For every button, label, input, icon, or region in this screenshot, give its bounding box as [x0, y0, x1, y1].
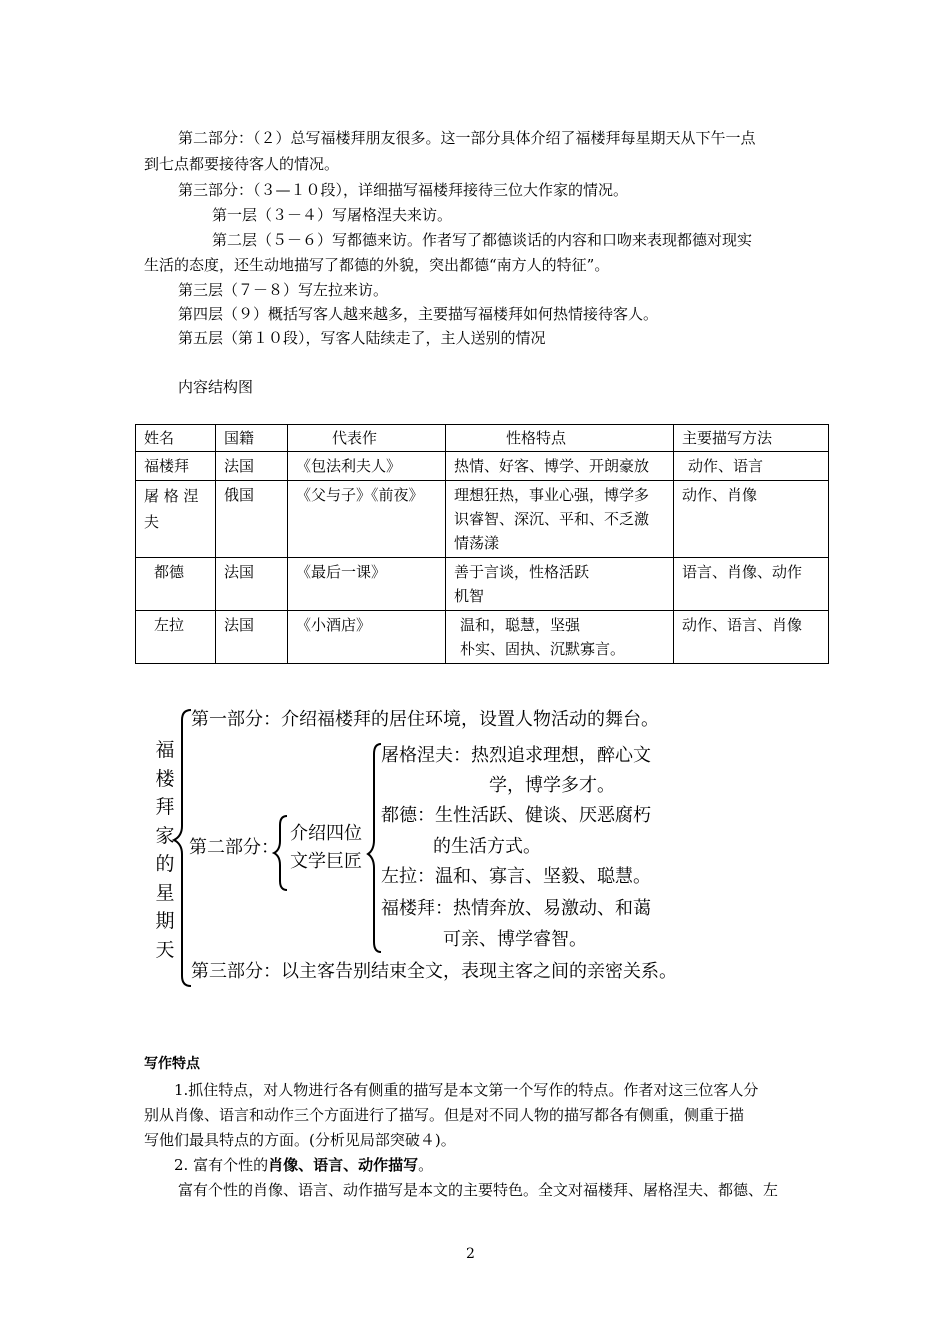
- cell-method: 动作、语言、肖像: [674, 611, 829, 664]
- writing-p2: [174, 1155, 433, 1175]
- diagram-item-turgenev-line1: 屠格涅夫：热烈追求理想，醉心文: [381, 745, 651, 766]
- cell-country: 法国: [216, 452, 288, 481]
- structure-diagram: [145, 698, 705, 998]
- cell-traits: 热情、好客、博学、开朗豪放: [446, 452, 674, 481]
- table-header-row: [136, 425, 829, 452]
- character-table: [135, 424, 829, 664]
- title-char: 家: [155, 824, 175, 847]
- diagram-part2-sub-line2: 文学巨匠: [290, 851, 362, 872]
- inner-brace: [368, 744, 381, 952]
- outline-layer2-line1: 第二层（５－６）写都德来访。作者写了都德谈话的内容和口吻来表现都德对现实: [212, 231, 753, 249]
- header-name: 姓名: [136, 425, 216, 452]
- cell-name: 都德: [136, 558, 216, 611]
- trait-line: 理想狂热，事业心强，博学多: [454, 486, 650, 504]
- writing-p1-line3: 写他们最具特点的方面。(分析见局部突破４)。: [144, 1131, 456, 1149]
- cell-country: 俄国: [216, 481, 288, 558]
- title-char: 福: [155, 739, 175, 761]
- writing-p3: 富有个性的肖像、语言、动作描写是本文的主要特色。全文对福楼拜、屠格涅夫、都德、左: [178, 1181, 779, 1199]
- outline-layer2-line2: 生活的态度，还生动地描写了都德的外貌，突出都德“南方人的特征”。: [144, 256, 610, 274]
- cell-work: 《父与子》《前夜》: [288, 481, 446, 558]
- outline-part3: 第三部分：（３—１０段），详细描写福楼拜接待三位大作家的情况。: [178, 181, 629, 199]
- title-char: 楼: [155, 767, 175, 790]
- writing-p2-suffix: 。: [418, 1156, 434, 1174]
- page-number: 2: [466, 1246, 475, 1262]
- outline-layer5: 第五层（第１０段），写客人陆续走了，主人送别的情况: [178, 329, 546, 347]
- cell-name: 福楼拜: [136, 452, 216, 481]
- cell-traits: [446, 481, 674, 558]
- writing-p1-line2: 别从肖像、语言和动作三个方面进行了描写。但是对不同人物的描写都各有侧重，侧重于描: [144, 1106, 745, 1124]
- diagram-item-flaubert-line1: 福楼拜：热情奔放、易激动、和蔼: [381, 898, 651, 919]
- diagram-part2-label: 第二部分：: [189, 837, 279, 858]
- cell-work: 《小酒店》: [288, 611, 446, 664]
- title-char: 期: [155, 910, 175, 932]
- diagram-item-daudet-line1: 都德：生性活跃、健谈、厌恶腐朽: [381, 805, 651, 826]
- diagram-item-flaubert-line2: 可亲、博学睿智。: [443, 929, 587, 950]
- trait-line: 温和，聪慧，坚强: [460, 616, 581, 634]
- header-country: 国籍: [216, 425, 288, 452]
- title-char: 天: [155, 938, 175, 961]
- cell-traits: [446, 558, 674, 611]
- table-row: [136, 481, 829, 558]
- cell-work: 《包法利夫人》: [288, 452, 446, 481]
- trait-line: 机智: [454, 587, 485, 605]
- diagram-part3: 第三部分：以主客告别结束全文，表现主客之间的亲密关系。: [191, 961, 677, 982]
- cell-method: 动作、肖像: [674, 481, 829, 558]
- diagram-item-zola-line1: 左拉：温和、寡言、坚毅、聪慧。: [381, 866, 651, 887]
- cell-traits: [446, 611, 674, 664]
- outline-layer3: 第三层（７－８）写左拉来访。: [178, 281, 389, 299]
- header-work: 代表作: [288, 425, 446, 452]
- outline-part2-line2: 到七点都要接待客人的情况。: [144, 155, 340, 173]
- title-char: 的: [155, 853, 175, 875]
- structure-heading: 内容结构图: [178, 378, 254, 396]
- cell-method: 语言、肖像、动作: [674, 558, 829, 611]
- cell-country: 法国: [216, 611, 288, 664]
- trait-line: 善于言谈，性格活跃: [454, 563, 590, 581]
- cell-name: 左拉: [136, 611, 216, 664]
- header-method: 主要描写方法: [674, 425, 829, 452]
- trait-line: 朴实、固执、沉默寡言。: [460, 640, 626, 658]
- outline-layer1: 第一层（３－４）写屠格涅夫来访。: [212, 206, 453, 224]
- trait-line: 识睿智、深沉、平和、不乏激: [454, 510, 650, 528]
- cell-country: 法国: [216, 558, 288, 611]
- table-row: [136, 558, 829, 611]
- title-char: 拜: [155, 796, 175, 818]
- writing-heading: 写作特点: [144, 1056, 200, 1072]
- outline-layer4: 第四层（９）概括写客人越来越多，主要描写福楼拜如何热情接待客人。: [178, 305, 659, 323]
- header-traits: 性格特点: [446, 425, 674, 452]
- cell-work: 《最后一课》: [288, 558, 446, 611]
- writing-p2-prefix: 2. 富有个性的: [174, 1156, 269, 1174]
- outline-part2-line1: 第二部分：（２）总写福楼拜朋友很多。这一部分具体介绍了福楼拜每星期天从下午一点: [178, 129, 756, 147]
- diagram-item-daudet-line2: 的生活方式。: [433, 836, 541, 857]
- cell-name: 屠 格 涅 夫: [136, 481, 216, 558]
- diagram-part2-sub-line1: 介绍四位: [290, 823, 362, 844]
- cell-method: 动作、语言: [674, 452, 829, 481]
- diagram-item-turgenev-line2: 学，博学多才。: [489, 775, 615, 796]
- table-row: [136, 452, 829, 481]
- writing-p1-line1: 1.抓住特点，对人物进行各有侧重的描写是本文第一个写作的特点。作者对这三位客人分: [174, 1081, 759, 1099]
- title-char: 星: [155, 881, 175, 904]
- table-row: [136, 611, 829, 664]
- diagram-part1: 第一部分：介绍福楼拜的居住环境，设置人物活动的舞台。: [191, 709, 659, 730]
- trait-line: 情荡漾: [454, 534, 500, 552]
- writing-p2-bold: 肖像、语言、动作描写: [268, 1156, 419, 1174]
